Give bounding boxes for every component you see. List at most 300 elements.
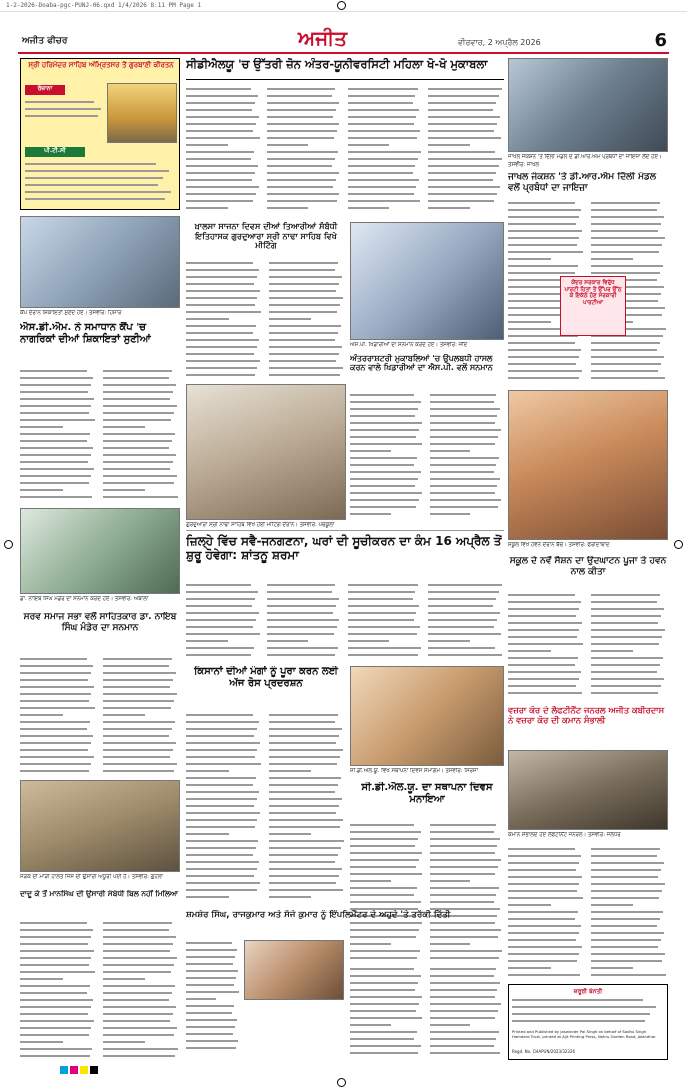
text-line (430, 936, 499, 938)
text-line (508, 629, 579, 631)
text-line (348, 193, 414, 195)
text-line (25, 198, 165, 200)
article-3-body (20, 368, 180, 502)
text-line (103, 700, 174, 702)
text-line (348, 640, 390, 642)
text-line (591, 664, 661, 666)
text-line (20, 1055, 90, 1057)
text-line (186, 137, 260, 139)
text-line (20, 468, 94, 470)
text-line (267, 193, 340, 195)
text-line (103, 714, 146, 716)
text-line (20, 419, 95, 421)
text-line (20, 742, 91, 744)
text-line (428, 647, 495, 649)
text-line (591, 349, 658, 351)
text-line (269, 735, 340, 737)
text-line (350, 996, 422, 998)
text-line (591, 967, 634, 969)
text-line (103, 461, 174, 463)
text-line (591, 636, 662, 638)
text-line (508, 272, 575, 274)
text-line (350, 1017, 422, 1019)
text-line (186, 847, 256, 849)
text-line (103, 1013, 174, 1015)
text-line (103, 950, 171, 952)
text-line (591, 370, 659, 372)
text-line (103, 964, 174, 966)
text-line (20, 1020, 94, 1022)
text-line (20, 1006, 91, 1008)
text-line (428, 584, 502, 586)
text-line (269, 374, 340, 376)
text-line (269, 742, 337, 744)
text-line (350, 901, 421, 903)
text-line (103, 658, 173, 660)
text-line (103, 475, 177, 477)
text-line (186, 367, 257, 369)
text-line (350, 957, 417, 959)
text-line (267, 186, 333, 188)
text-line (508, 897, 583, 899)
text-line (186, 882, 260, 884)
text-line (186, 165, 258, 167)
text-line (25, 184, 158, 186)
text-line (512, 1006, 656, 1008)
text-line (591, 855, 658, 857)
text-line (186, 619, 256, 621)
text-line (591, 230, 659, 232)
text-line (348, 186, 417, 188)
text-line (186, 777, 256, 779)
article-2-caption: ਜਾਖਲ ਜੰਕਸ਼ਨ 'ਤੇ ਦਿੱਲੀ ਮੰਡਲ ਦੇ ਡੀ.ਆਰ.ਐਮ ਪ੍ਰਬੰਧਾਂ ਦਾ ਜਾਇਜ਼ਾ ਲੈਂਦੇ ਹੋਏ। ਤਸਵੀਰ: ਜਾਖਲ (508, 154, 662, 168)
text-line (186, 749, 257, 751)
text-line (103, 426, 146, 428)
text-line (350, 968, 414, 970)
text-line (591, 904, 634, 906)
text-line (508, 855, 581, 857)
text-line (508, 925, 581, 927)
text-line (428, 116, 500, 118)
text-line (591, 932, 664, 934)
text-line (348, 619, 414, 621)
text-line (430, 873, 496, 875)
text-line (103, 999, 170, 1001)
text-line (508, 622, 582, 624)
text-line (103, 721, 175, 723)
text-line (430, 408, 501, 410)
text-line (25, 115, 98, 117)
text-line (350, 401, 421, 403)
text-line (591, 608, 664, 610)
text-line (430, 415, 498, 417)
text-line (20, 964, 89, 966)
text-line (186, 798, 257, 800)
article-9-headline: ਕਿਸਾਨਾਂ ਦੀਆਂ ਮੰਗਾਂ ਨੂੰ ਪੂਰਾ ਕਰਨ ਲਈ ਅੱਜ ਰੋਸ ਪ੍ਰਦਰਸ਼ਨ (194, 666, 338, 689)
ad-body-text (25, 99, 105, 125)
text-line (186, 942, 232, 944)
text-line (430, 943, 471, 945)
text-line (350, 394, 414, 396)
text-line (186, 949, 237, 951)
text-line (20, 728, 87, 730)
registration-mark-icon (4, 540, 13, 549)
text-line (350, 492, 422, 494)
text-line (350, 1003, 419, 1005)
article-6-headline: ਜ਼ਿਲ੍ਹੇ ਵਿੱਚ ਸਵੈ-ਜਨਗਣਨਾ, ਘਰਾਂ ਦੀ ਸੂਚੀਕਰਨ ਦਾ ਕੰਮ 16 ਅਪ੍ਰੈਲ ਤੋਂ ਸ਼ੁਰੂ ਹੋਵੇਗਾ: ਸ਼ਾਂਤਨੂ ਸ਼ਰਮਾ (186, 534, 502, 563)
text-line (186, 109, 252, 111)
text-line (508, 960, 577, 962)
text-line (430, 1003, 502, 1005)
text-line (591, 650, 634, 652)
text-line (348, 88, 419, 90)
advertisement (20, 58, 180, 210)
text-line (267, 102, 339, 104)
text-line (186, 963, 233, 965)
text-line (186, 353, 254, 355)
text-line (269, 367, 343, 369)
text-line (591, 594, 661, 596)
text-line (267, 95, 332, 97)
text-line (103, 496, 178, 498)
text-line (430, 1024, 471, 1026)
article-10-caption: ਸੀ.ਡੀ.ਐਲ.ਯੂ. ਵਿਖੇ ਸਥਾਪਨਾ ਦਿਵਸ ਸਮਾਗਮ। ਤਸਵੀਰ: ਸਿਰਸਾ (350, 768, 479, 774)
text-line (508, 890, 577, 892)
text-line (350, 457, 417, 459)
text-line (430, 464, 497, 466)
text-line (103, 735, 170, 737)
text-line (20, 447, 93, 449)
text-line (430, 1017, 496, 1019)
article-7-photo (508, 390, 668, 540)
text-line (269, 360, 337, 362)
text-line (103, 489, 146, 491)
text-line (430, 996, 495, 998)
article-10-headline: ਸੀ.ਡੀ.ਐਲ.ਯੂ. ਦਾ ਸਥਾਪਨਾ ਦਿਵਸ ਮਨਾਇਆ (361, 782, 493, 805)
text-line (508, 608, 579, 610)
masthead (18, 26, 669, 54)
text-line (20, 1013, 88, 1015)
text-line (430, 887, 500, 889)
text-line (269, 297, 343, 299)
text-line (591, 657, 663, 659)
article-1-body (186, 86, 504, 216)
text-line (186, 889, 257, 891)
text-line (350, 471, 421, 473)
text-line (269, 749, 343, 751)
text-line (350, 894, 414, 896)
text-line (20, 756, 94, 758)
text-line (508, 862, 579, 864)
imprint-line: Printed and Published by Jaswinder Pal Singh on behalf of Sadhu Singh Hamdard Trust, printed at Ajit Printing Press, Nehru Garden Road, Jalandhar (512, 1029, 656, 1040)
text-line (186, 875, 254, 877)
text-line (186, 612, 259, 614)
text-line (430, 450, 471, 452)
text-line (591, 202, 661, 204)
text-line (186, 763, 261, 765)
text-line (348, 200, 421, 202)
text-line (508, 939, 576, 941)
text-line (348, 102, 413, 104)
text-line (269, 728, 342, 730)
text-line (430, 950, 502, 952)
text-line (267, 640, 309, 642)
article-13-headline: ਸ਼ਮਸ਼ੇਰ ਸਿੰਘ, ਰਾਜਕੁਮਾਰ ਅਤੇ ਸੰਜੇ ਕੁਮਾਰ ਨੂੰ ਇੰਪਲਿਮੈਂਟਰ ਦੇ ਅਹੁਦੇ 'ਤੇ ਤਰੱਕੀ ਦਿੱਤੀ (186, 910, 451, 920)
text-line (508, 223, 576, 225)
text-line (591, 265, 663, 267)
article-13-body-a (186, 940, 240, 1058)
text-line (186, 346, 257, 348)
text-line (20, 398, 94, 400)
text-line (20, 489, 63, 491)
text-line (186, 186, 259, 188)
text-line (103, 412, 174, 414)
text-line (267, 619, 340, 621)
golden-temple-image (107, 83, 177, 143)
text-line (186, 584, 251, 586)
text-line (591, 862, 664, 864)
text-line (430, 1052, 501, 1054)
text-line (269, 353, 340, 355)
text-line (269, 714, 339, 716)
text-line (103, 763, 177, 765)
text-line (267, 88, 335, 90)
text-line (269, 311, 338, 313)
text-line (350, 436, 416, 438)
text-line (267, 151, 338, 153)
text-line (267, 598, 339, 600)
text-line (348, 179, 420, 181)
text-line (186, 1019, 237, 1021)
article-10-body (350, 822, 504, 962)
ad-schedule-text (25, 161, 177, 207)
text-line (186, 1026, 235, 1028)
text-line (508, 615, 576, 617)
text-line (348, 633, 418, 635)
text-line (348, 647, 422, 649)
text-line (103, 1041, 146, 1043)
text-line (186, 728, 257, 730)
text-line (186, 283, 254, 285)
text-line (591, 911, 663, 913)
text-line (267, 654, 335, 656)
text-line (348, 172, 413, 174)
text-line (186, 325, 256, 327)
text-line (186, 1040, 238, 1042)
text-line (269, 763, 338, 765)
text-line (428, 193, 497, 195)
text-line (186, 977, 236, 979)
text-line (350, 873, 422, 875)
text-line (508, 636, 577, 638)
text-line (186, 1012, 232, 1014)
text-line (186, 633, 260, 635)
text-line (591, 629, 665, 631)
article-11-photo (508, 750, 668, 830)
text-line (20, 714, 63, 716)
text-line (186, 262, 253, 264)
text-line (350, 464, 414, 466)
article-3-headline: ਐਸ.ਡੀ.ਐਮ. ਨੇ ਸਮਾਧਾਨ ਕੈਂਪ 'ਚ ਨਾਗਰਿਕਾਂ ਦੀਆਂ ਸ਼ਿਕਾਇਤਾਂ ਸੁਣੀਆਂ (20, 322, 151, 345)
text-line (20, 658, 87, 660)
text-line (20, 482, 89, 484)
disclaimer-text (512, 997, 664, 1029)
text-line (186, 770, 229, 772)
text-line (591, 272, 661, 274)
divider (186, 530, 504, 531)
text-line (269, 346, 342, 348)
text-line (508, 370, 582, 372)
text-line (350, 1045, 421, 1047)
text-line (591, 939, 662, 941)
text-line (348, 144, 390, 146)
text-line (186, 95, 258, 97)
text-line (186, 200, 253, 202)
text-line (20, 391, 88, 393)
text-line (186, 826, 255, 828)
text-line (20, 929, 93, 931)
registration-mark-icon (337, 1, 346, 10)
article-6-body (186, 582, 504, 662)
text-line (186, 840, 258, 842)
text-line (267, 626, 337, 628)
text-line (20, 440, 87, 442)
text-line (428, 109, 493, 111)
text-line (103, 992, 173, 994)
article-11-caption: ਕਮਾਨ ਸੰਭਾਲਦੇ ਹੋਏ ਲੈਫਟੀਨੈਂਟ ਜਨਰਲ। ਤਸਵੀਰ: ਜਲੰਧਰ (508, 832, 621, 838)
text-line (348, 158, 419, 160)
text-line (430, 443, 496, 445)
ad-title: ਸ੍ਰੀ ਹਰਿਮੰਦਰ ਸਾਹਿਬ ਅੰਮ੍ਰਿਤਸਰ ਤੋਂ ਗੁਰਬਾਣੀ ਕੀਰਤਨ (28, 61, 174, 69)
text-line (428, 200, 494, 202)
text-line (20, 1041, 63, 1043)
text-line (348, 123, 414, 125)
text-line (508, 321, 551, 323)
text-line (591, 925, 658, 927)
text-line (269, 896, 312, 898)
text-line (20, 922, 87, 924)
text-line (430, 1045, 494, 1047)
text-line (20, 707, 95, 709)
text-line (103, 978, 146, 980)
article-2-photo (508, 58, 668, 152)
text-line (103, 679, 174, 681)
article-4-photo (186, 384, 346, 520)
text-line (348, 584, 419, 586)
text-line (269, 777, 341, 779)
text-line (269, 840, 344, 842)
disclaimer-title: ਜ਼ਰੂਰੀ ਬੇਨਤੀ (573, 988, 603, 995)
text-line (267, 172, 339, 174)
text-line (350, 422, 422, 424)
text-line (103, 957, 177, 959)
text-line (350, 950, 420, 952)
text-line (186, 605, 252, 607)
text-line (267, 144, 309, 146)
registration-number: Regd. No. CHAPUN/2023/32326 (512, 1049, 576, 1055)
text-line (103, 447, 170, 449)
text-line (103, 742, 176, 744)
pull-quote-text: ਕੇਂਦਰ ਸਰਕਾਰ ਵਿਰੁੱਧ ਪਾਰਟੀ ਹਿਤਾਂ ਤੋਂ ਉੱਪਰ ਉੱਠ ਕੇ ਇਕੱਠੇ ਹੋਣ ਸਰਕਾਰੀ ਪਾਰਟੀਆਂ (564, 280, 622, 306)
text-line (269, 339, 336, 341)
text-line (350, 866, 416, 868)
text-line (428, 102, 496, 104)
text-line (591, 897, 660, 899)
text-line (25, 108, 101, 110)
text-line (350, 852, 422, 854)
text-line (269, 889, 343, 891)
text-line (591, 237, 665, 239)
text-line (103, 929, 170, 931)
text-line (508, 974, 580, 976)
text-line (186, 311, 261, 313)
article-11-headline: ਵਜ਼ਰਾ ਕੋਰ ਦੇ ਲੈਫਟੀਨੈਂਟ ਜਨਰਲ ਅਜੀਤ ਕਬੀਰਦਾਸ ਨੇ ਵਜ਼ਰਾ ਕੋਰ ਦੀ ਕਮਾਨ ਸੰਭਾਲੀ (508, 706, 665, 725)
text-line (350, 485, 415, 487)
text-line (103, 707, 172, 709)
text-line (25, 191, 171, 193)
text-line (25, 170, 169, 172)
text-line (508, 356, 579, 358)
text-line (20, 943, 88, 945)
text-line (269, 875, 340, 877)
text-line (430, 506, 499, 508)
article-8-body (20, 656, 180, 776)
text-line (269, 770, 312, 772)
text-line (430, 824, 497, 826)
article-5-caption: ਐਸ.ਪੀ. ਖਿਡਾਰੀਆਂ ਦਾ ਸਨਮਾਨ ਕਰਦੇ ਹੋਏ। ਤਸਵੀਰ: ਜੀਂਦ (350, 342, 468, 348)
text-line (20, 749, 88, 751)
text-line (103, 384, 176, 386)
text-line (428, 151, 495, 153)
text-line (186, 318, 229, 320)
text-line (25, 101, 94, 103)
text-line (508, 643, 583, 645)
article-4-headline: ਖ਼ਾਲਸਾ ਸਾਜਨਾ ਦਿਵਸ ਦੀਆਂ ਤਿਆਰੀਆਂ ਸੰਬੰਧੀ ਇਤਿਹਾਸਕ ਗੁਰਦੁਆਰਾ ਸ੍ਰੀ ਨਾਢਾ ਸਾਹਿਬ ਵਿਖੇ ਮੀਟਿੰਗ (194, 222, 338, 251)
text-line (428, 130, 494, 132)
text-line (430, 859, 502, 861)
text-line (508, 342, 575, 344)
text-line (267, 591, 332, 593)
text-line (350, 845, 415, 847)
text-line (20, 433, 90, 435)
text-line (512, 1013, 650, 1015)
text-line (103, 454, 176, 456)
registration-mark-icon (337, 1078, 346, 1087)
text-line (428, 207, 470, 209)
text-line (508, 967, 551, 969)
text-line (103, 391, 174, 393)
article-5-photo (350, 222, 504, 340)
article-9-body (186, 712, 346, 902)
text-line (269, 798, 342, 800)
text-line (350, 499, 419, 501)
text-line (267, 165, 332, 167)
text-line (430, 478, 501, 480)
text-line (103, 1006, 176, 1008)
text-line (508, 202, 575, 204)
text-line (269, 262, 339, 264)
text-line (103, 936, 176, 938)
text-line (512, 999, 643, 1001)
text-line (103, 1055, 175, 1057)
text-line (267, 584, 335, 586)
text-line (430, 894, 497, 896)
file-info-strip: 1-2-2026-Doaba-pgc-PUNJ-06.qxd 1/4/2026 8:11 PM Page 1 (0, 0, 687, 12)
text-line (508, 664, 575, 666)
text-line (186, 640, 228, 642)
text-line (348, 95, 416, 97)
text-line (267, 207, 309, 209)
